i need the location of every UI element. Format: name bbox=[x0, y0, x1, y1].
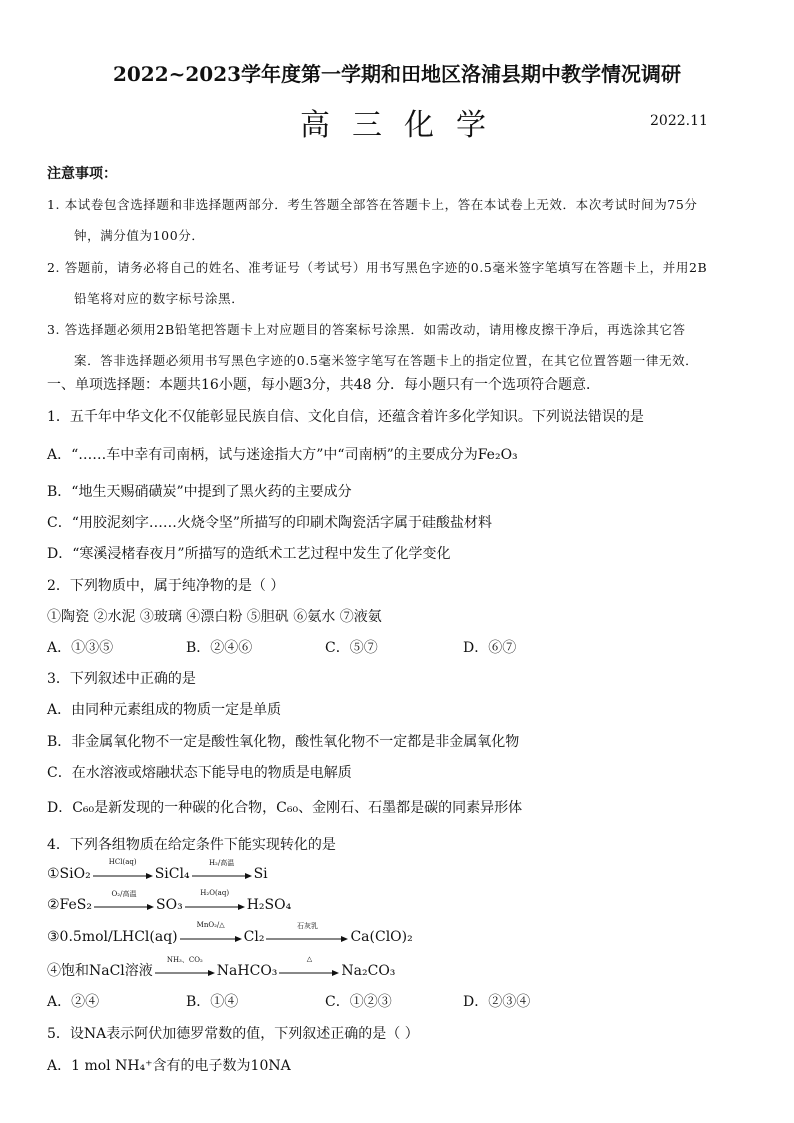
reaction-arrow: 石灰乳 bbox=[266, 930, 348, 944]
q4-route-4 bbox=[47, 955, 396, 980]
q1-option-b: B．“地生天赐硝磺炭”中提到了黑火药的主要成分 bbox=[47, 484, 352, 500]
route4-start: ④饱和NaCl溶液 bbox=[47, 963, 153, 979]
route3-mid: Cl₂ bbox=[243, 929, 265, 945]
note-1-cont: 钟，满分值为100分． bbox=[74, 228, 205, 243]
exam-title: 2022~2023学年度第一学期和田地区洛浦县期中教学情况调研 bbox=[112, 62, 682, 86]
note-3-cont: 案．答非选择题必须用书写黑色字迹的0.5毫米签字笔写在答题卡上的指定位置，在其它位置答题一律无效． bbox=[74, 353, 699, 368]
q5-stem: 5．设NA表示阿伏加德罗常数的值，下列叙述正确的是（ ） bbox=[47, 1026, 419, 1042]
reaction-arrow: HCl(aq) bbox=[93, 867, 153, 881]
q1-option-d: D．“寒溪浸楮春夜月”所描写的造纸术工艺过程中发生了化学变化 bbox=[47, 546, 451, 562]
q3-stem: 3．下列叙述中正确的是 bbox=[47, 671, 196, 687]
q4-route-1 bbox=[47, 858, 268, 882]
q2-option-a: A．①③⑤ bbox=[47, 640, 114, 656]
reaction-arrow: △ bbox=[279, 964, 339, 978]
q1-option-a: A．“……车中幸有司南柄，试与迷途指大方”中“司南柄”的主要成分为Fe₂O₃ bbox=[47, 447, 518, 463]
route4-mid: NaHCO₃ bbox=[216, 963, 278, 979]
q4-option-b: B．①④ bbox=[186, 994, 239, 1010]
route3-end: Ca(ClO)₂ bbox=[350, 929, 413, 945]
route1-mid: SiCl₄ bbox=[154, 866, 190, 882]
q4-stem: 4．下列各组物质在给定条件下能实现转化的是 bbox=[47, 837, 336, 853]
q1-option-c: C．“用胶泥刻字……火烧令坚”所描写的印刷术陶瓷活字属于硅酸盐材料 bbox=[47, 515, 493, 531]
section-heading: 一、单项选择题：本题共16小题，每小题3分，共48 分．每小题只有一个选项符合题意． bbox=[47, 377, 600, 393]
route2-start: ②FeS₂ bbox=[47, 897, 92, 913]
reaction-arrow: H₂O(aq) bbox=[185, 898, 245, 912]
reaction-arrow: MnO₂/△ bbox=[180, 930, 242, 944]
q2-items: ①陶瓷 ②水泥 ③玻璃 ④漂白粉 ⑤胆矾 ⑥氨水 ⑦液氨 bbox=[47, 609, 382, 625]
q3-option-c: C．在水溶液或熔融状态下能导电的物质是电解质 bbox=[47, 765, 352, 781]
route2-mid: SO₃ bbox=[156, 897, 183, 913]
reaction-arrow: O₂/高温 bbox=[94, 898, 154, 912]
route2-end: H₂SO₄ bbox=[246, 897, 292, 913]
q4-option-c: C．①②③ bbox=[325, 994, 392, 1010]
q3-option-a: A．由同种元素组成的物质一定是单质 bbox=[47, 702, 282, 718]
q4-option-d: D．②③④ bbox=[463, 994, 531, 1010]
route4-end: Na₂CO₃ bbox=[341, 963, 396, 979]
q2-option-d: D．⑥⑦ bbox=[463, 640, 517, 656]
q5-option-a: A．1 mol NH₄⁺含有的电子数为10NA bbox=[47, 1058, 291, 1074]
q4-route-2 bbox=[47, 889, 292, 913]
q3-option-b: B．非金属氧化物不一定是酸性氧化物，酸性氧化物不一定都是非金属氧化物 bbox=[47, 734, 520, 750]
q2-option-c: C．⑤⑦ bbox=[325, 640, 378, 656]
q4-option-a: A．②④ bbox=[47, 994, 100, 1010]
route1-start: ①SiO₂ bbox=[47, 866, 91, 882]
q1-stem: 1．五千年中华文化不仅能彰显民族自信、文化自信，还蕴含着许多化学知识。下列说法错误的是 bbox=[47, 409, 644, 425]
q2-option-b: B．②④⑥ bbox=[186, 640, 253, 656]
route3-start: ③0.5mol/LHCl(aq) bbox=[47, 929, 178, 945]
note-2-cont: 铅笔将对应的数字标号涂黑． bbox=[74, 291, 245, 306]
note-2: 2. 答题前，请务必将自己的姓名、准考证号（考试号）用书写黑色字迹的0.5毫米签字笔填写在答题卡上，并用2B bbox=[47, 260, 708, 275]
note-3: 3. 答选择题必须用2B铅笔把答题卡上对应题目的答案标号涂黑．如需改动，请用橡皮擦干净后，再选涂其它答 bbox=[47, 322, 686, 337]
q2-stem: 2．下列物质中，属于纯净物的是（ ） bbox=[47, 578, 285, 594]
reaction-arrow: H₂/高温 bbox=[192, 867, 252, 881]
q3-option-d: D．C₆₀是新发现的一种碳的化合物，C₆₀、金刚石、石墨都是碳的同素异形体 bbox=[47, 800, 523, 816]
route1-end: Si bbox=[253, 866, 268, 882]
exam-date: 2022.11 bbox=[650, 113, 708, 129]
q4-route-3 bbox=[47, 921, 413, 945]
reaction-arrow: NH₃、CO₂ bbox=[155, 964, 215, 978]
note-1: 1. 本试卷包含选择题和非选择题两部分．考生答题全部答在答题卡上，答在本试卷上无效．本次考试时间为75分 bbox=[47, 197, 698, 212]
subject-title: 高三化学 bbox=[300, 108, 508, 143]
notes-heading: 注意事项： bbox=[47, 166, 117, 182]
